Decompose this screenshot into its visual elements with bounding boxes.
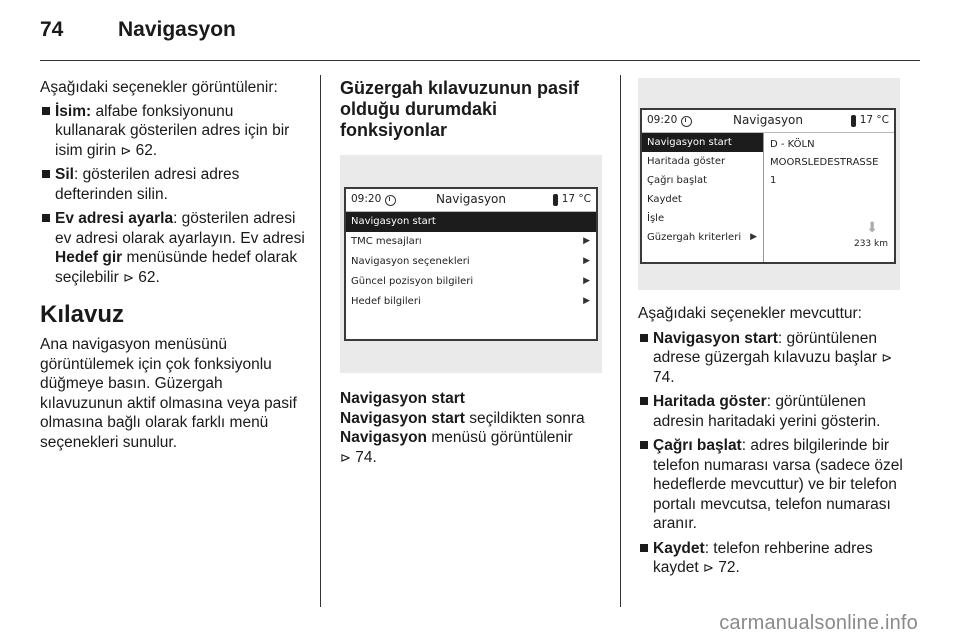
chevron-right-icon: ▶ <box>583 296 590 307</box>
menu-item-label: Navigasyon start <box>647 136 732 148</box>
menu-item[interactable] <box>642 209 763 228</box>
term: Ev adresi ayarla <box>55 210 174 227</box>
screen-title: Navigasyon <box>732 113 804 128</box>
bullet-square-icon <box>42 107 50 115</box>
list-item <box>40 165 308 204</box>
bullet-square-icon <box>42 170 50 178</box>
item-text: : telefon rehberine adres kaydet <box>653 539 873 576</box>
intro-text: Aşağıdaki seçenekler görüntülenir: <box>40 79 278 96</box>
chevron-right-icon: ▶ <box>583 236 590 247</box>
nav-screen <box>344 187 598 341</box>
menu-item-label: Haritada göster <box>647 155 726 167</box>
list-item <box>638 392 906 431</box>
item-text: : gösterilen adresi ev adresi olarak ayarlayın. Ev adresi <box>55 210 305 247</box>
page-reference-arrow-icon: ⊳ <box>340 449 351 465</box>
column-3 <box>638 78 906 583</box>
term: Navigasyon start <box>340 409 465 427</box>
menu-item[interactable] <box>346 292 596 312</box>
term: Çağrı başlat <box>653 437 742 454</box>
list-item <box>638 329 906 388</box>
paragraph-text: menüsü görüntülenir <box>427 429 573 446</box>
bullet-square-icon <box>640 397 648 405</box>
thermometer-icon <box>851 115 856 127</box>
list-item <box>40 209 308 287</box>
watermark: carmanualsonline.info <box>719 612 918 634</box>
menu-item-label: Hedef bilgileri <box>351 296 421 308</box>
term: Haritada göster <box>653 393 767 410</box>
menu-item[interactable] <box>642 190 763 209</box>
item-text: : görüntülenen adresin haritadaki yerini gösterin. <box>653 393 881 430</box>
address-panel <box>770 136 890 190</box>
menu-item-label: TMC mesajları <box>351 236 422 248</box>
page-reference-arrow-icon: ⊳ <box>881 350 893 365</box>
chapter-title: Navigasyon <box>118 18 236 41</box>
column-1 <box>40 78 308 452</box>
page-number: 74 <box>40 18 64 41</box>
bullet-square-icon <box>640 334 648 342</box>
subheading: Navigasyon start <box>340 390 465 407</box>
menu-item[interactable] <box>642 171 763 190</box>
menu-item-label: Çağrı başlat <box>647 174 708 186</box>
nav-screen <box>640 108 896 264</box>
temperature-value: 17 °C <box>859 114 889 127</box>
menu-item-label: Güncel pozisyon bilgileri <box>351 276 474 288</box>
menu-item[interactable] <box>346 252 596 272</box>
screen-temperature <box>851 111 889 131</box>
page-ref[interactable]: 62. <box>135 141 158 159</box>
column-divider-1 <box>320 75 321 607</box>
page-header <box>40 18 236 48</box>
list-item <box>40 102 308 161</box>
header-rule <box>40 60 920 61</box>
thermometer-icon <box>553 194 558 206</box>
page-ref[interactable]: 72. <box>718 559 740 576</box>
screen-time: 09:20 <box>351 193 382 206</box>
bullet-square-icon <box>640 544 648 552</box>
chevron-right-icon: ▶ <box>750 231 757 242</box>
item-text: menüsünde hedef olarak seçilebilir <box>55 249 298 286</box>
screen-temperature <box>553 190 591 210</box>
section-paragraph: Ana navigasyon menüsünü görüntülemek için çok fonksiyonlu düğmeye basın. Güzergah kılavuzunun aktif olmasına veya pasif olmasına bağlı olarak farklı menü seçenekleri sunulur. <box>40 336 297 451</box>
address-line: D - KÖLN <box>770 139 815 150</box>
page-ref[interactable]: 74. <box>653 368 675 386</box>
distance-readout: 233 km <box>853 238 888 249</box>
term: Kaydet <box>653 539 705 557</box>
section-heading: Kılavuz <box>40 301 125 328</box>
page-ref[interactable]: 74. <box>355 448 377 466</box>
chevron-right-icon: ▶ <box>583 276 590 287</box>
chevron-right-icon: ▶ <box>583 256 590 267</box>
item-text: : görüntülenen adrese güzergah kılavuzu başlar <box>653 329 882 366</box>
menu-item-label: Kaydet <box>647 193 682 205</box>
screen-title: Navigasyon <box>435 192 507 207</box>
menu-item[interactable] <box>642 228 763 247</box>
term: Sil <box>55 166 74 183</box>
list-item <box>638 539 906 578</box>
column-2 <box>340 78 604 467</box>
screen-menu <box>642 133 764 262</box>
screen-figure <box>340 155 602 373</box>
page-reference-arrow-icon: ⊳ <box>120 142 132 158</box>
page-reference-arrow-icon: ⊳ <box>702 560 714 575</box>
page-reference-arrow-icon: ⊳ <box>123 269 134 285</box>
menu-item[interactable] <box>346 212 596 232</box>
paragraph-text: seçildikten sonra <box>464 409 585 427</box>
screen-time: 09:20 <box>647 114 678 127</box>
menu-item[interactable] <box>642 152 763 171</box>
address-line: MOORSLEDESTRASSE <box>770 157 879 168</box>
arrow-down-icon: ⬇ <box>866 219 878 236</box>
item-text: alfabe fonksiyonunu kullanarak gösterilen adres için bir isim girin <box>55 102 290 159</box>
list-item <box>638 436 906 534</box>
term: İsim: <box>55 102 92 120</box>
page-ref[interactable]: 62. <box>138 268 160 286</box>
temperature-value: 17 °C <box>561 193 591 206</box>
item-text: : gösterilen adresi adres defterinden silin. <box>55 166 240 203</box>
screen-status-bar <box>642 110 894 133</box>
screen-status-bar <box>346 189 596 212</box>
menu-item-label: Navigasyon start <box>351 216 436 228</box>
term: Hedef gir <box>55 249 123 266</box>
address-line: 1 <box>770 175 777 186</box>
screen-figure <box>638 78 900 290</box>
menu-item-label: Güzergah kriterleri <box>647 231 742 243</box>
intro-text: Aşağıdaki seçenekler mevcuttur: <box>638 305 862 322</box>
paragraph <box>340 409 604 468</box>
term: Navigasyon <box>340 429 428 446</box>
section-heading: Güzergah kılavuzunun pasif olduğu durumdaki fonksiyonlar <box>340 78 580 140</box>
item-text: : adres bilgilerinde bir telefon numarası varsa (sadece özel hedeflerde mevcuttur) ve bir telefon portalı mevcutsa, telefon numarası aranır. <box>653 437 903 532</box>
bullet-square-icon <box>640 441 648 449</box>
menu-item-label: Navigasyon seçenekleri <box>351 256 470 268</box>
menu-item-label: İşle <box>647 212 665 224</box>
menu-item[interactable] <box>642 133 763 152</box>
menu-item[interactable] <box>346 272 596 292</box>
menu-item[interactable] <box>346 232 596 252</box>
bullet-square-icon <box>42 214 50 222</box>
term: Navigasyon start <box>653 329 778 347</box>
column-divider-2 <box>620 75 621 607</box>
